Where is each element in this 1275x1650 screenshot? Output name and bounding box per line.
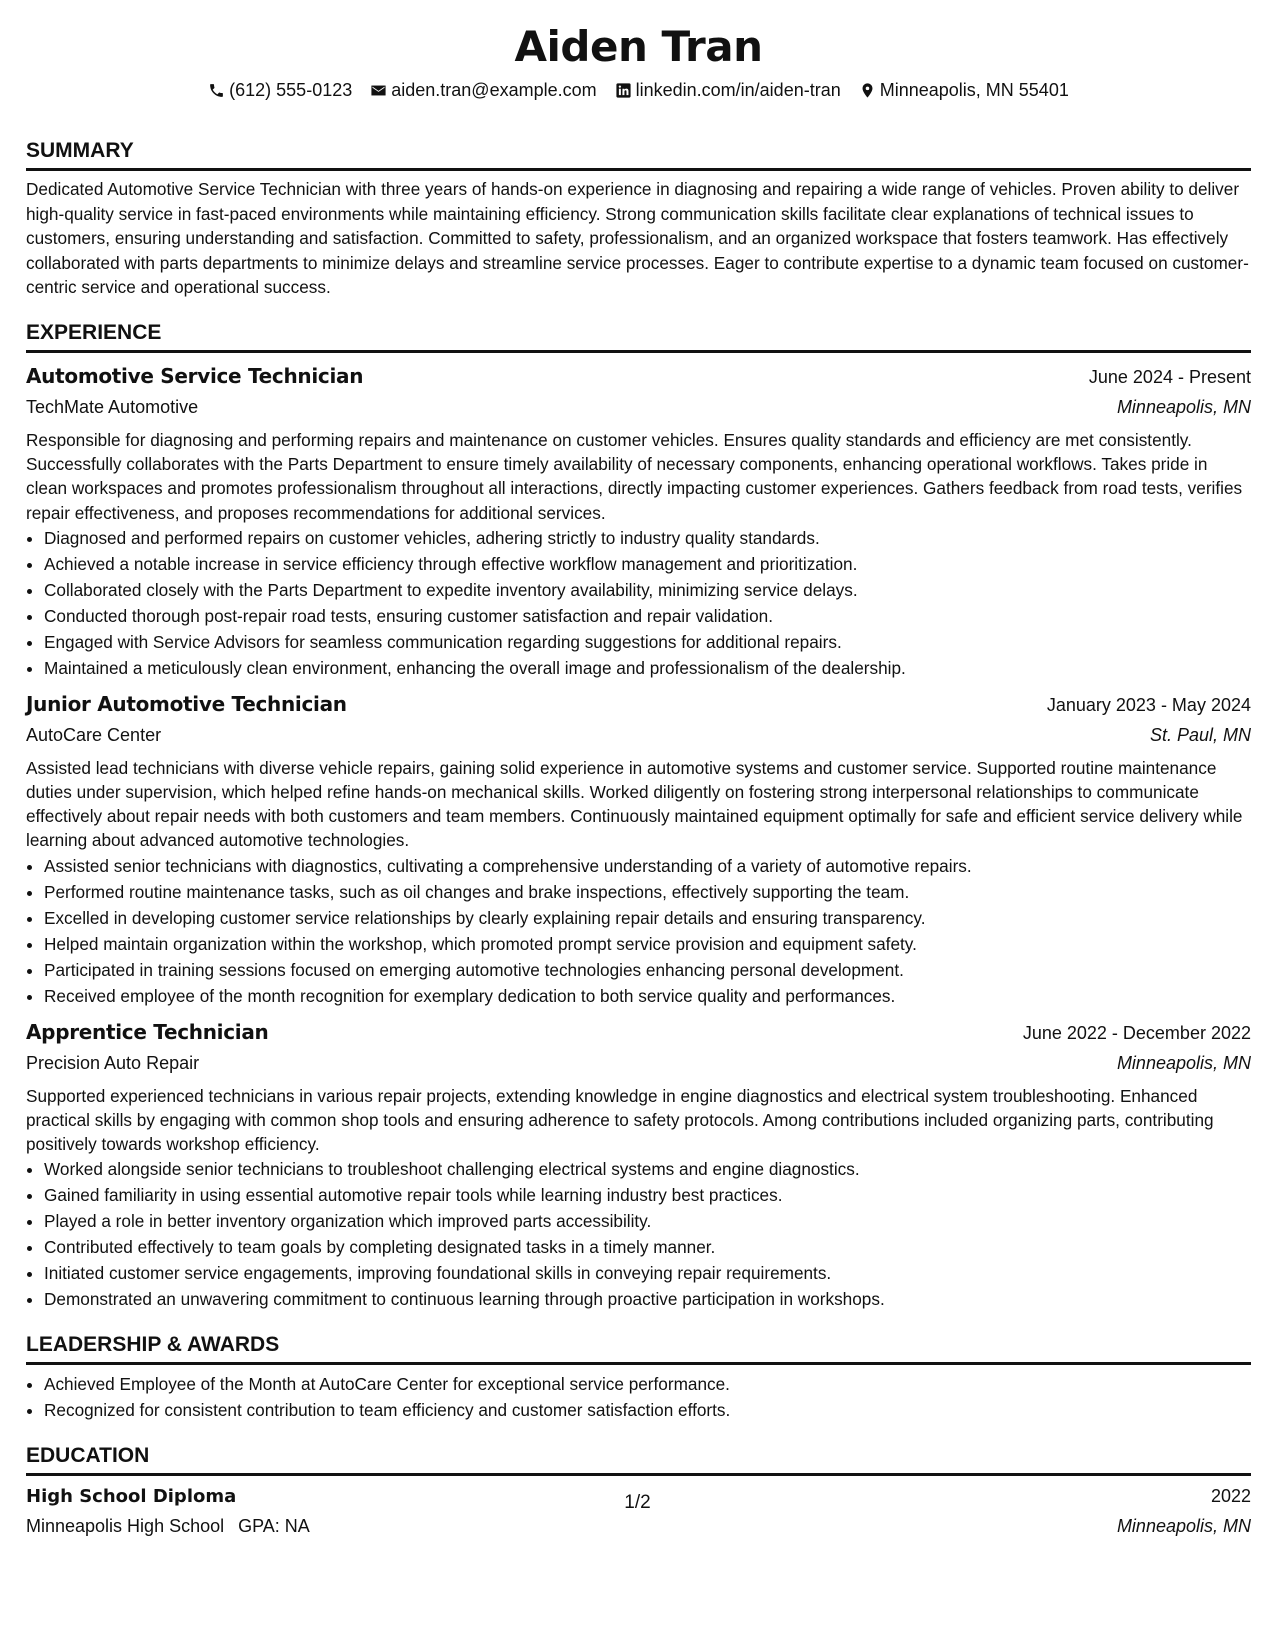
list-item: • Played a role in better inventory organization which improved parts accessibility. <box>44 1208 1251 1234</box>
school-name: Minneapolis High School <box>26 1516 225 1537</box>
job-bullets <box>26 1156 1251 1312</box>
job-bullets <box>26 853 1251 1009</box>
job-dates: January 2023 - May 2024 <box>1046 694 1251 715</box>
job-dates: June 2022 - December 2022 <box>1022 1022 1251 1043</box>
page-number: 1/2 <box>624 1492 651 1513</box>
list-item: • Demonstrated an unwavering commitment to continuous learning through proactive participation in workshops. <box>44 1286 1251 1312</box>
job-company: TechMate Automotive <box>26 396 199 417</box>
map-pin-icon <box>859 82 876 99</box>
job-description: Assisted lead technicians with diverse vehicle repairs, gaining solid experience in automotive systems and customer service. Supported routine maintenance duties under supervision, which helped refine hands-on mechanical skills. Worked diligently on fostering strong interpersonal relationships to communicate effectively about repair needs with both customers and team members. Continuously maintained equipment optimally for safe and efficient service delivery while learning about advanced automotive technologies. <box>26 757 1243 851</box>
gpa: GPA: NA <box>238 1516 310 1537</box>
list-item: • Engaged with Service Advisors for seamless communication regarding suggestions for additional repairs. <box>44 629 1251 655</box>
list-item: • Worked alongside senior technicians to troubleshoot challenging electrical systems and engine diagnostics. <box>44 1156 1251 1182</box>
job-dates: June 2024 - Present <box>1088 366 1251 387</box>
contact-line <box>26 78 1251 102</box>
email-text: aiden.tran@example.com <box>391 80 597 100</box>
summary-heading: SUMMARY <box>26 138 1251 171</box>
job-entry <box>26 689 1251 1009</box>
list-item: • Initiated customer service engagements, improving foundational skills in conveying repair requirements. <box>44 1260 1251 1286</box>
resume-page <box>26 0 1251 1541</box>
list-item: • Recognized for consistent contribution to team efficiency and customer satisfaction efforts. <box>44 1397 1251 1423</box>
location-text: Minneapolis, MN 55401 <box>879 80 1069 100</box>
contact-phone[interactable] <box>208 78 352 102</box>
list-item: • Gained familiarity in using essential automotive repair tools while learning industry best practices. <box>44 1182 1251 1208</box>
list-item: • Contributed effectively to team goals by completing designated tasks in a timely manner. <box>44 1234 1251 1260</box>
job-title: Apprentice Technician <box>26 1019 269 1044</box>
school-line <box>26 1511 310 1541</box>
list-item: • Excelled in developing customer service relationships by clearly explaining repair details and ensuring transparency. <box>44 905 1251 931</box>
job-entry <box>26 1017 1251 1313</box>
job-title: Automotive Service Technician <box>26 363 364 388</box>
job-title: Junior Automotive Technician <box>26 691 347 716</box>
job-location: St. Paul, MN <box>1149 724 1251 745</box>
contact-email[interactable] <box>370 78 596 102</box>
job-description: Supported experienced technicians in various repair projects, extending knowledge in engine diagnostics and electrical system troubleshooting. Enhanced practical skills by engaging with common shop tools and ensuring adherence to safety protocols. Among contributions included organizing parts, contributing positively towards workshop efficiency. <box>26 1085 1214 1154</box>
candidate-name: Aiden Tran <box>514 22 763 71</box>
degree: High School Diploma <box>26 1486 237 1508</box>
school-location: Minneapolis, MN <box>1116 1516 1251 1537</box>
list-item: • Diagnosed and performed repairs on customer vehicles, adhering strictly to industry quality standards. <box>44 525 1251 551</box>
job-company: AutoCare Center <box>26 724 162 745</box>
contact-linkedin[interactable] <box>615 78 841 102</box>
job-location: Minneapolis, MN <box>1116 1052 1251 1073</box>
job-bullets <box>26 525 1251 681</box>
list-item: • Collaborated closely with the Parts Department to expedite inventory availability, minimizing service delays. <box>44 577 1251 603</box>
list-item: • Received employee of the month recognition for exemplary dedication to both service quality and performances. <box>44 983 1251 1009</box>
linkedin-text: linkedin.com/in/aiden-tran <box>635 80 841 100</box>
list-item: • Achieved a notable increase in service efficiency through effective workflow management and prioritization. <box>44 551 1251 577</box>
list-item: • Maintained a meticulously clean environment, enhancing the overall image and professionalism of the dealership. <box>44 655 1251 681</box>
education-heading: EDUCATION <box>26 1443 1251 1476</box>
graduation-year: 2022 <box>1210 1486 1251 1507</box>
summary-text: Dedicated Automotive Service Technician with three years of hands-on experience in diagnosing and repairing a wide range of vehicles. Proven ability to deliver high-quality service in fast-paced environments while maintaining efficiency. Strong communication skills facilitate clear explanations of technical issues to customers, ensuring understanding and satisfaction. Committed to safety, professionalism, and an organized workspace that fosters teamwork. Has effectively collaborated with parts departments to minimize delays and streamline service processes. Eager to contribute expertise to a dynamic team focused on customer-centric service and operational success. <box>26 179 1249 298</box>
job-description: Responsible for diagnosing and performing repairs and maintenance on customer vehicles. Ensures quality standards and efficiency are met consistently. Successfully collaborates with the Parts Department to ensure timely availability of necessary components, enhancing operational workflows. Takes pride in clean workspaces and promotes professionalism throughout all interactions, directly impacting customer experiences. Gathers feedback from road tests, verifies repair effectiveness, and proposes recommendations for additional services. <box>26 429 1243 523</box>
contact-location <box>859 78 1069 102</box>
experience-heading: EXPERIENCE <box>26 320 1251 353</box>
list-item: • Helped maintain organization within the workshop, which promoted prompt service provision and equipment safety. <box>44 931 1251 957</box>
leadership-heading: LEADERSHIP & AWARDS <box>26 1332 1251 1365</box>
job-company: Precision Auto Repair <box>26 1052 200 1073</box>
list-item: • Participated in training sessions focused on emerging automotive technologies enhancing personal development. <box>44 957 1251 983</box>
phone-icon <box>208 82 225 99</box>
leadership-bullets <box>26 1371 1251 1423</box>
list-item: • Performed routine maintenance tasks, such as oil changes and brake inspections, effectively supporting the team. <box>44 879 1251 905</box>
phone-text: (612) 555-0123 <box>229 80 353 100</box>
list-item: • Assisted senior technicians with diagnostics, cultivating a comprehensive understanding of a variety of automotive repairs. <box>44 853 1251 879</box>
envelope-icon <box>370 82 387 99</box>
job-location: Minneapolis, MN <box>1116 396 1251 417</box>
linkedin-icon <box>615 82 632 99</box>
list-item: • Achieved Employee of the Month at AutoCare Center for exceptional service performance. <box>44 1371 1251 1397</box>
job-entry <box>26 361 1251 681</box>
list-item: • Conducted thorough post-repair road tests, ensuring customer satisfaction and repair validation. <box>44 603 1251 629</box>
